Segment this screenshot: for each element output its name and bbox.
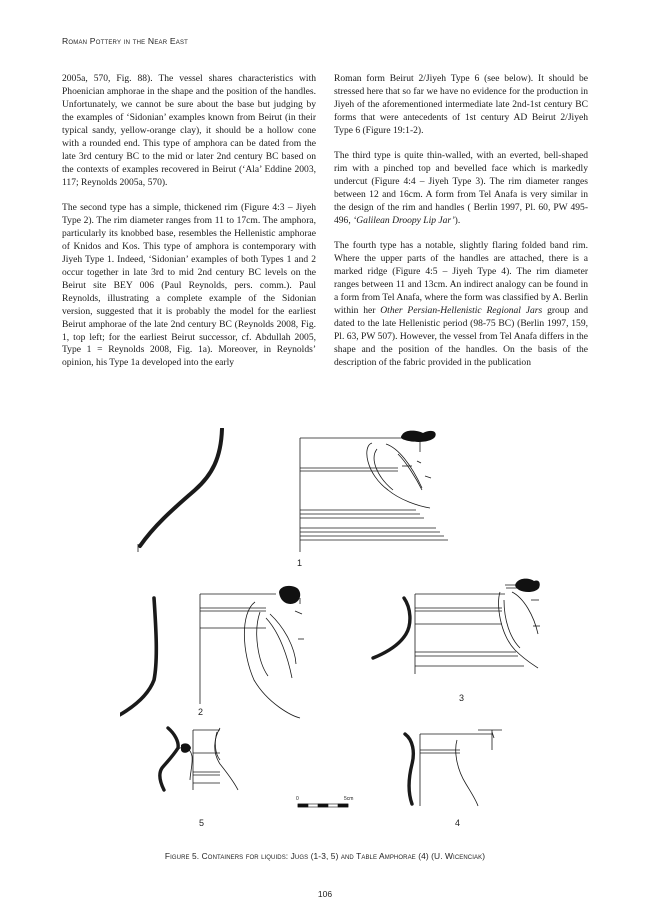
vessel-2-drawing <box>120 594 304 718</box>
scale-bar <box>298 804 348 807</box>
italic-term: ‘Galilean Droopy Lip Jar’ <box>353 214 455 226</box>
paragraph: The second type has a simple, thickened rim (Figure 4:3 – Jiyeh Type 2). The rim diameter ranges from 11 to 17cm. The amphora, particularly its knobbed base, resembles the Hellenistic amphorae of Knidos and Kos. This type of amphora is contemporary with Jiyeh Type 1. Indeed, ‘Sidonian’ examples of both Types 1 and 2 occur together in late 3rd to mid 2nd century BC levels on the Beirut site BEY 006 (Paul Reynolds, pers. comm.). Paul Reynolds, illustrating a complete example of the Sidonian version, suggested that it is probably the model for the earliest Beirut amphorae of the late 2nd century BC (Reynolds 2008, Fig. 1, top left; for the earliest Beirut successor, cf. Abdullah 2005, Type 1 = Reynolds 2008, Fig. 1a). Moreover, in Reynolds’ opinion, his Type 1a developed into the early <box>62 201 316 369</box>
figure-caption: Figure 5. Containers for liquids: Jugs (1-3, 5) and Table Amphorae (4) (U. Wicenciak) <box>164 851 486 861</box>
pottery-drawings <box>120 428 540 838</box>
left-text-column <box>62 73 316 383</box>
scale-label-start: 0 <box>296 796 299 802</box>
figure-label-4: 4 <box>455 818 461 828</box>
scale-label-end: 5cm <box>344 796 354 802</box>
vessel-1-drawing <box>138 429 448 552</box>
running-header: Roman Pottery in the Near East <box>62 36 189 46</box>
pottery-figure <box>120 428 540 838</box>
vessel-4-drawing <box>405 730 502 806</box>
paragraph: 2005a, 570, Fig. 88). The vessel shares characteristics with Phoenician amphorae in the shape and the position of the handles. Unfortunately, we cannot be sure about the base but judging by the examples of ‘Sidonian’ examples known from Beirut (in their typical sandy, yellow-orange clay), it should be a hollow cone with a rounded end. This type of amphora can be dated from the late 3rd century BC to the mid or later 2nd century BC based on the contexts of examples recovered in Beirut (‘Ala’ Eddine 2003, 117; Reynolds 2005a, 570). <box>62 73 316 188</box>
right-text-column <box>334 73 588 382</box>
vessel-5-drawing <box>160 728 238 790</box>
figure-label-3: 3 <box>459 693 465 703</box>
paragraph: Roman form Beirut 2/Jiyeh Type 6 (see below). It should be stressed here that so far we have no evidence for the production in Jiyeh of the aforementioned intermediate late 2nd-1st century BC forms that were antecedents of 1st century AD Beirut 2/Jiyeh Type 6 (Figure 19:1-2). <box>334 73 588 136</box>
figure-label-2: 2 <box>198 707 204 717</box>
page-number: 106 <box>317 889 333 899</box>
figure-label-1: 1 <box>297 558 303 568</box>
vessel-3-drawing <box>373 585 540 674</box>
italic-term: Other Persian-Hellenistic Regional Jars <box>380 305 543 317</box>
paragraph: The third type is quite thin-walled, with an everted, bell-shaped rim with a pinched top and bevelled face which is markedly undercut (Figure 4:4 – Jiyeh Type 3). The rim diameter ranges between 12 and 16cm. A form from Tel Anafa is very similar in the design of the rim and handles ( Berlin 1997, Pl. 60, PW 495-496, ‘Galilean Droopy Lip Jar’). <box>334 150 588 226</box>
paragraph: The fourth type has a notable, slightly flaring folded band rim. Where the upper parts of the handles are attached, there is a marked ridge (Figure 4:5 – Jiyeh Type 4). The rim diameter ranges between 11 and 13cm. An indirect analogy can be found in a form from Tel Anafa, where the form was classified by A. Berlin within her Other Persian-Hellenistic Regional Jars group and dated to the late Hellenistic period (98-75 BC) (Berlin 1997, 159, Pl. 63, PW 507). However, the vessel from Tel Anafa differs in the shape and the position of the handles. On the basis of the description of the fabric provided in the publication <box>334 240 589 368</box>
figure-label-5: 5 <box>199 818 205 828</box>
